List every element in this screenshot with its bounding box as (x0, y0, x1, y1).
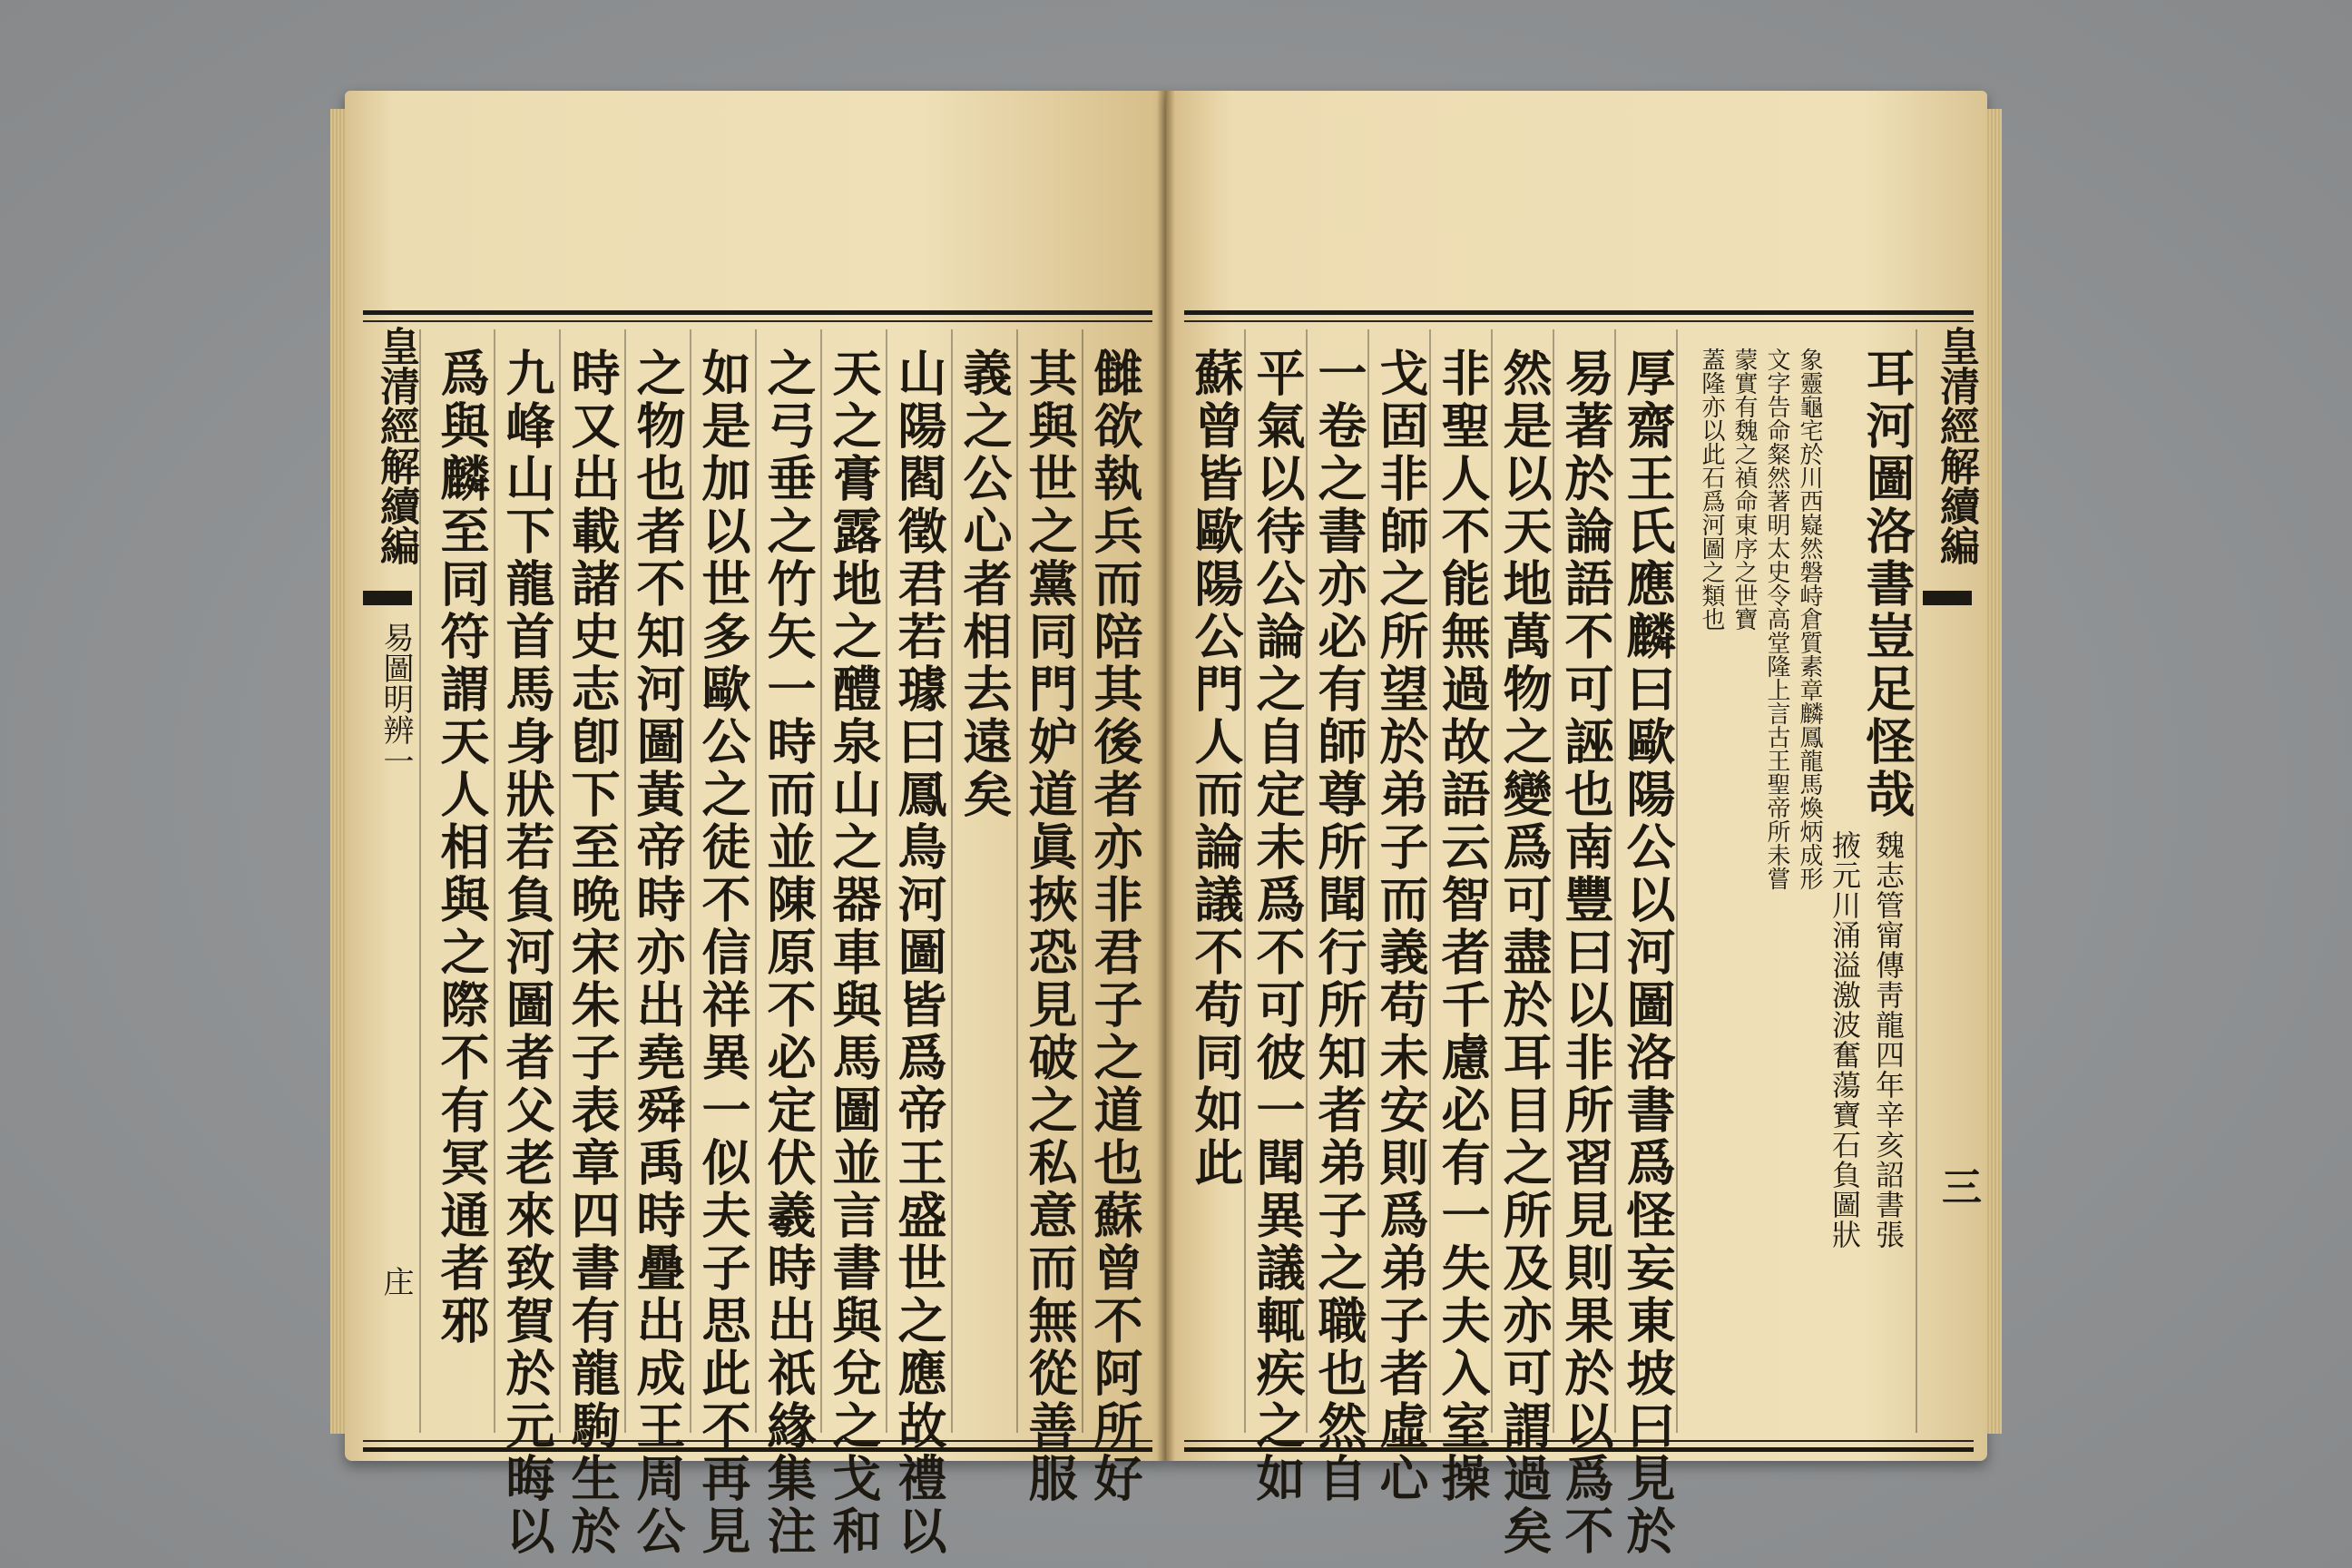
right-text-column-5: 非聖人不能無過故語云智者千慮必有一失夫入室操 (1434, 348, 1492, 1505)
column-rule (755, 329, 757, 1433)
column-rule (1676, 329, 1678, 1433)
right-text-column-7: 易著於論語不可誣也南豐曰以非所習見則果於以爲不 (1557, 348, 1615, 1558)
note-column-2: 掖元川涌溢激波奮蕩寶石負圖狀 (1828, 830, 1862, 1250)
left-text-column-4: 山陽閻徵君若璩曰鳳鳥河圖皆爲帝王盛世之應故禮以 (890, 348, 948, 1558)
right-frame-inner (1184, 320, 1981, 1558)
left-fishtail-mark (363, 591, 412, 605)
column-rule (1016, 329, 1018, 1433)
column-rule (1429, 329, 1431, 1433)
column-rule (1244, 329, 1246, 1433)
column-rule (1306, 329, 1308, 1433)
column-rule (494, 329, 495, 1433)
right-banxin-title: 皇清經解續編 (1933, 326, 1979, 565)
left-text-column-10: 九峰山下龍首馬身狀若負河圖者父老來致賀於元晦以 (498, 348, 556, 1558)
left-text-column-3: 義之公心者相去遠矣 (956, 348, 1014, 821)
open-book (345, 91, 1987, 1558)
right-text-column-4: 戈固非師之所望於弟子而義苟未安則爲弟子者虛心 (1372, 348, 1430, 1505)
right-fishtail-mark (1923, 591, 1972, 605)
right-text-column-2: 平氣以待公論之自定未爲不可彼一聞異議輒疾之如 (1249, 348, 1307, 1505)
left-banxin-section: 易圖明辨一 (377, 622, 414, 776)
left-text-column-1: 雠欲執兵而陪其後者亦非君子之道也蘇曾不阿所好 (1086, 348, 1144, 1505)
right-text-column-1: 蘇曾皆歐陽公門人而論議不苟同如此 (1187, 348, 1245, 1190)
column-rule (1553, 329, 1554, 1433)
left-text-column-11: 爲與麟至同符謂天人相與之際不有冥通者邪 (433, 348, 491, 1348)
left-banxin-title: 皇清經解續編 (373, 326, 419, 565)
right-text-column-8: 厚齋王氏應麟曰歐陽公以河圖洛書爲怪妄東坡曰見於 (1619, 348, 1677, 1558)
note-column-1: 魏志管甯傳靑龍四年辛亥詔書張 (1871, 830, 1906, 1250)
left-text-frame (363, 310, 1152, 1558)
right-text-column-3: 一卷之書亦必有師尊所聞行所知者弟子之職也然自 (1310, 348, 1368, 1505)
column-rule (951, 329, 953, 1433)
left-banxin-mark: 庄 (377, 1266, 414, 1297)
note-column-6: 蓋隆亦以此石爲河圖之類也 (1698, 348, 1725, 631)
book-gutter (1157, 91, 1175, 1461)
left-page-edge (330, 109, 347, 1434)
column-rule (690, 329, 691, 1433)
note-column-4: 文字告命粲然著明太史令高堂隆上言古王聖帝所未嘗 (1763, 348, 1790, 890)
left-text-column-9: 時又出載諸史志卽下至晩宋朱子表章四書有龍駒生於 (564, 348, 622, 1558)
left-text-column-5: 天之膏露地之醴泉山之器車與馬圖並言書與兌之戈和 (825, 348, 883, 1558)
column-rule (820, 329, 822, 1433)
right-text-frame (1184, 310, 1981, 1558)
column-rule (1614, 329, 1616, 1433)
right-text-column-9: 耳河圖洛書豈足怪哉 (1858, 348, 1916, 821)
column-rule (886, 329, 887, 1433)
left-text-column-8: 之物也者不知河圖黃帝時亦出堯舜禹時疊出成王周公 (629, 348, 687, 1558)
left-frame-inner (363, 320, 1152, 1558)
left-text-column-6: 之弓垂之竹矢一時而並陳原不必定伏羲時出祇緣集注 (760, 348, 818, 1558)
column-rule (1082, 329, 1083, 1433)
column-rule (624, 329, 626, 1433)
left-banxin-rule (419, 329, 421, 1433)
right-text-column-6: 然是以天地萬物之變爲可盡於耳目之所及亦可謂過矣 (1495, 348, 1553, 1558)
note-column-3: 象靈龜宅於川西嶷然磐峙倉質素章麟鳳龍馬煥炳成形 (1796, 348, 1823, 890)
show-through-text (817, 127, 875, 167)
left-text-column-2: 其與世之黨同門妒道眞挾恐見破之私意而無從善服 (1021, 348, 1079, 1505)
column-rule (1491, 329, 1493, 1433)
column-rule (559, 329, 561, 1433)
left-text-column-7: 如是加以世多歐公之徒不信祥異一似夫子思此不再見 (694, 348, 752, 1558)
note-column-5: 蒙實有魏之禎命東序之世寶 (1730, 348, 1758, 631)
column-rule (1367, 329, 1369, 1433)
right-page-number: 三 (1935, 1166, 1981, 1206)
right-page-edge (1985, 109, 2002, 1434)
